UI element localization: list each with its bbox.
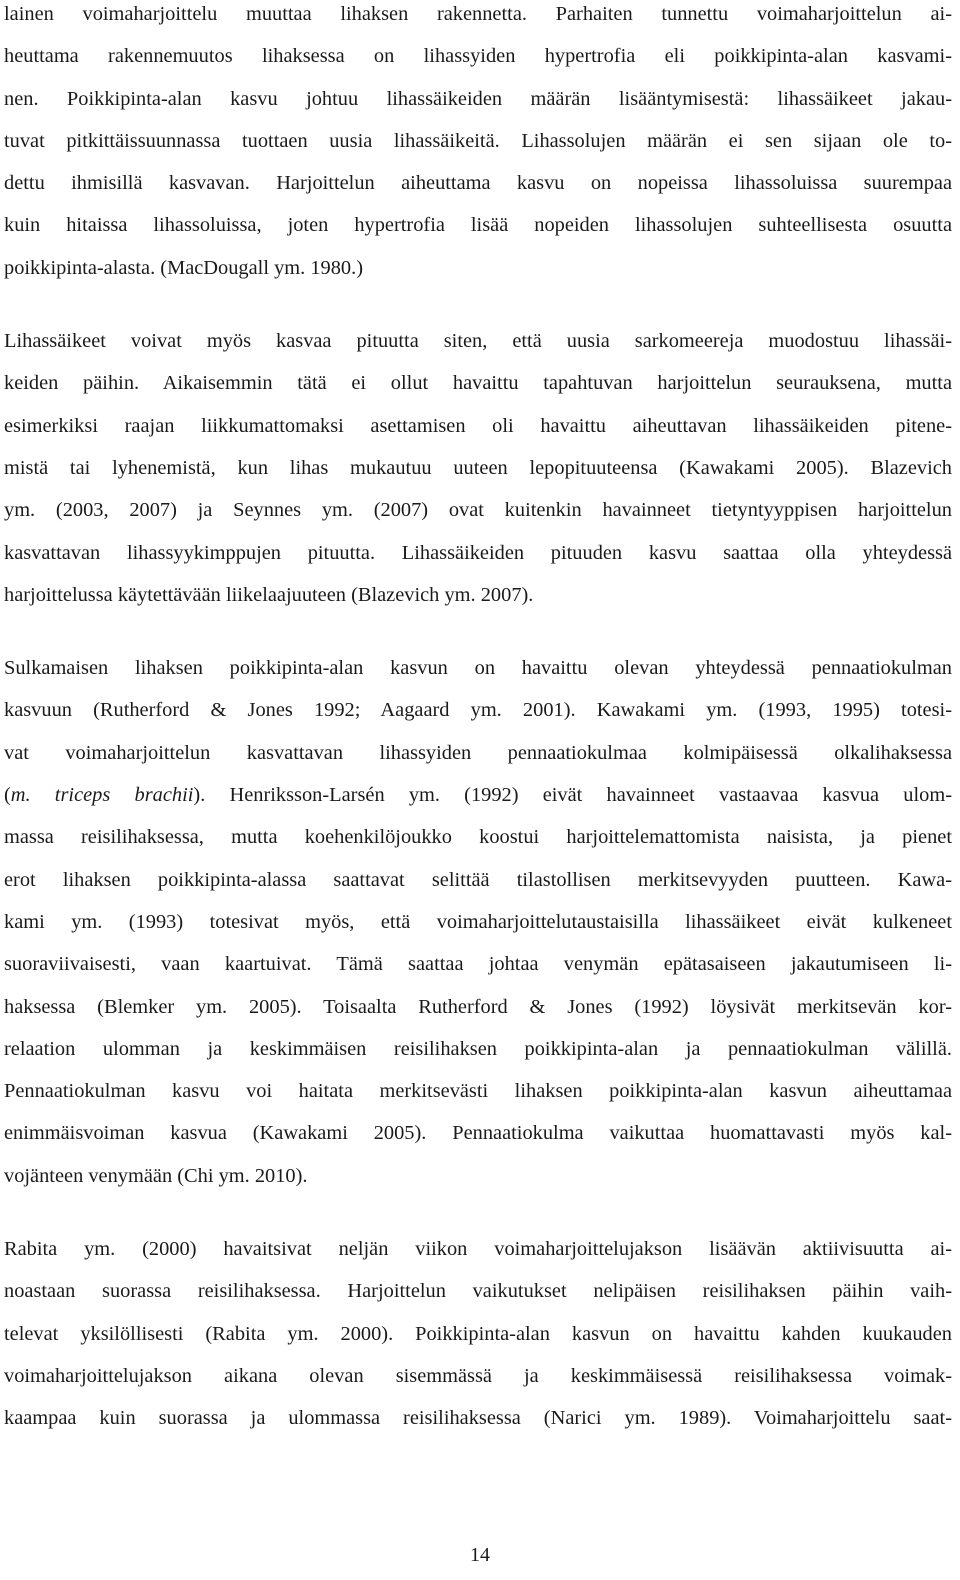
text-line: haksessa (Blemker ym. 2005). Toisaalta Rutherford & Jones (1992) löysivät merkitsevän kor- — [4, 995, 952, 1018]
text-line: kami ym. (1993) totesivat myös, että voimaharjoittelutaustaisilla lihassäikeet eivät kulkeneet — [4, 910, 952, 933]
text-line: massa reisilihaksessa, mutta koehenkilöjoukko koostui harjoittelemattomista naisista, ja pienet — [4, 826, 952, 849]
text-line: dettu ihmisillä kasvavan. Harjoittelun aiheuttama kasvu on nopeissa lihassoluissa suurempaa — [4, 172, 952, 195]
text-line: erot lihaksen poikkipinta-alassa saattavat selittää tilastollisen merkitsevyyden puutteen. Kawa- — [4, 868, 952, 891]
text-line: poikkipinta-alasta. (MacDougall ym. 1980.) — [4, 256, 364, 279]
text-line: mistä tai lyhenemistä, kun lihas mukautuu uuteen lepopituuteensa (Kawakami 2005). Blazevich — [4, 456, 952, 479]
text-line: lainen voimaharjoittelu muuttaa lihaksen rakennetta. Parhaiten tunnettu voimaharjoittelun ai- — [4, 3, 952, 25]
text-line: televat yksilöllisesti (Rabita ym. 2000). Poikkipinta-alan kasvun on havaittu kahden kuukauden — [4, 1322, 952, 1345]
document-page — [4, 0, 952, 1440]
text-line: relaation ulomman ja keskimmäisen reisilihaksen poikkipinta-alan ja pennaatiokulman välillä. — [4, 1037, 952, 1060]
paragraph-3 — [4, 647, 952, 1197]
paragraph-1 — [4, 0, 952, 289]
text-line: enimmäisvoiman kasvua (Kawakami 2005). Pennaatiokulma vaikuttaa huomattavasti myös kal- — [4, 1122, 952, 1145]
text-line: nen. Poikkipinta-alan kasvu johtuu lihassäikeiden määrän lisääntymisestä: lihassäikeet jakau- — [4, 87, 952, 110]
text-line: vojänteen venymään (Chi ym. 2010). — [4, 1164, 308, 1187]
paragraph-2 — [4, 320, 952, 616]
text-line: kasvattavan lihassyykimppujen pituutta. Lihassäikeiden pituuden kasvu saattaa olla yhteydessä — [4, 541, 952, 564]
text-line: esimerkiksi raajan liikkumattomaksi asettamisen oli havaittu aiheuttavan lihassäikeiden pitene- — [4, 414, 952, 437]
text-fragment: ( — [4, 784, 11, 807]
text-line: heuttama rakennemuutos lihaksessa on lihassyiden hypertrofia eli poikkipinta-alan kasvami- — [4, 45, 952, 68]
page-number: 14 — [470, 1544, 490, 1566]
text-line: tuvat pitkittäissuunnassa tuottaen uusia lihassäikeitä. Lihassolujen määrän ei sen sijaan ole to- — [4, 129, 952, 152]
text-line: kaampaa kuin suorassa ja ulommassa reisilihaksessa (Narici ym. 1989). Voimaharjoittelu saat- — [4, 1407, 952, 1430]
text-line: voimaharjoittelujakson aikana olevan sisemmässä ja keskimmäisessä reisilihaksessa voimak- — [4, 1364, 952, 1387]
latin-muscle-name: m. triceps brachii — [10, 784, 194, 807]
text-line: kuin hitaissa lihassoluissa, joten hypertrofia lisää nopeiden lihassolujen suhteellisesta osuutta — [4, 214, 952, 237]
text-line: vat voimaharjoittelun kasvattavan lihassyiden pennaatiokulmaa kolmipäisessä olkalihaksessa — [4, 741, 952, 764]
text-line: harjoittelussa käytettävään liikelaajuuteen (Blazevich ym. 2007). — [4, 583, 534, 606]
text-line: noastaan suorassa reisilihaksessa. Harjoittelun vaikutukset nelipäisen reisilihaksen päihin vaih- — [4, 1280, 952, 1303]
text-fragment: ). Henriksson-Larsén ym. (1992) eivät havainneet vastaavaa kasvua ulom- — [193, 784, 952, 807]
text-line: ym. (2003, 2007) ja Seynnes ym. (2007) ovat kuitenkin havainneet tietyntyyppisen harjoittelun — [4, 499, 952, 522]
paragraph-4 — [4, 1228, 952, 1439]
text-line: Rabita ym. (2000) havaitsivat neljän viikon voimaharjoittelujakson lisäävän aktiivisuutta ai- — [4, 1238, 952, 1261]
text-line: suoraviivaisesti, vaan kaartuivat. Tämä saattaa johtaa venymän epätasaiseen jakautumiseen li- — [4, 953, 952, 976]
text-line: kasvuun (Rutherford & Jones 1992; Aagaard ym. 2001). Kawakami ym. (1993, 1995) totesi- — [4, 699, 952, 722]
text-line: Lihassäikeet voivat myös kasvaa pituutta siten, että uusia sarkomeereja muodostuu lihassäi- — [4, 330, 952, 353]
text-line: keiden päihin. Aikaisemmin tätä ei ollut havaittu tapahtuvan harjoittelun seurauksena, mutta — [4, 372, 952, 395]
text-line: Pennaatiokulman kasvu voi haitata merkitsevästi lihaksen poikkipinta-alan kasvun aiheuttamaa — [4, 1080, 952, 1103]
text-line: Sulkamaisen lihaksen poikkipinta-alan kasvun on havaittu olevan yhteydessä pennaatiokulman — [4, 657, 952, 680]
text-line-with-italic — [4, 774, 952, 816]
